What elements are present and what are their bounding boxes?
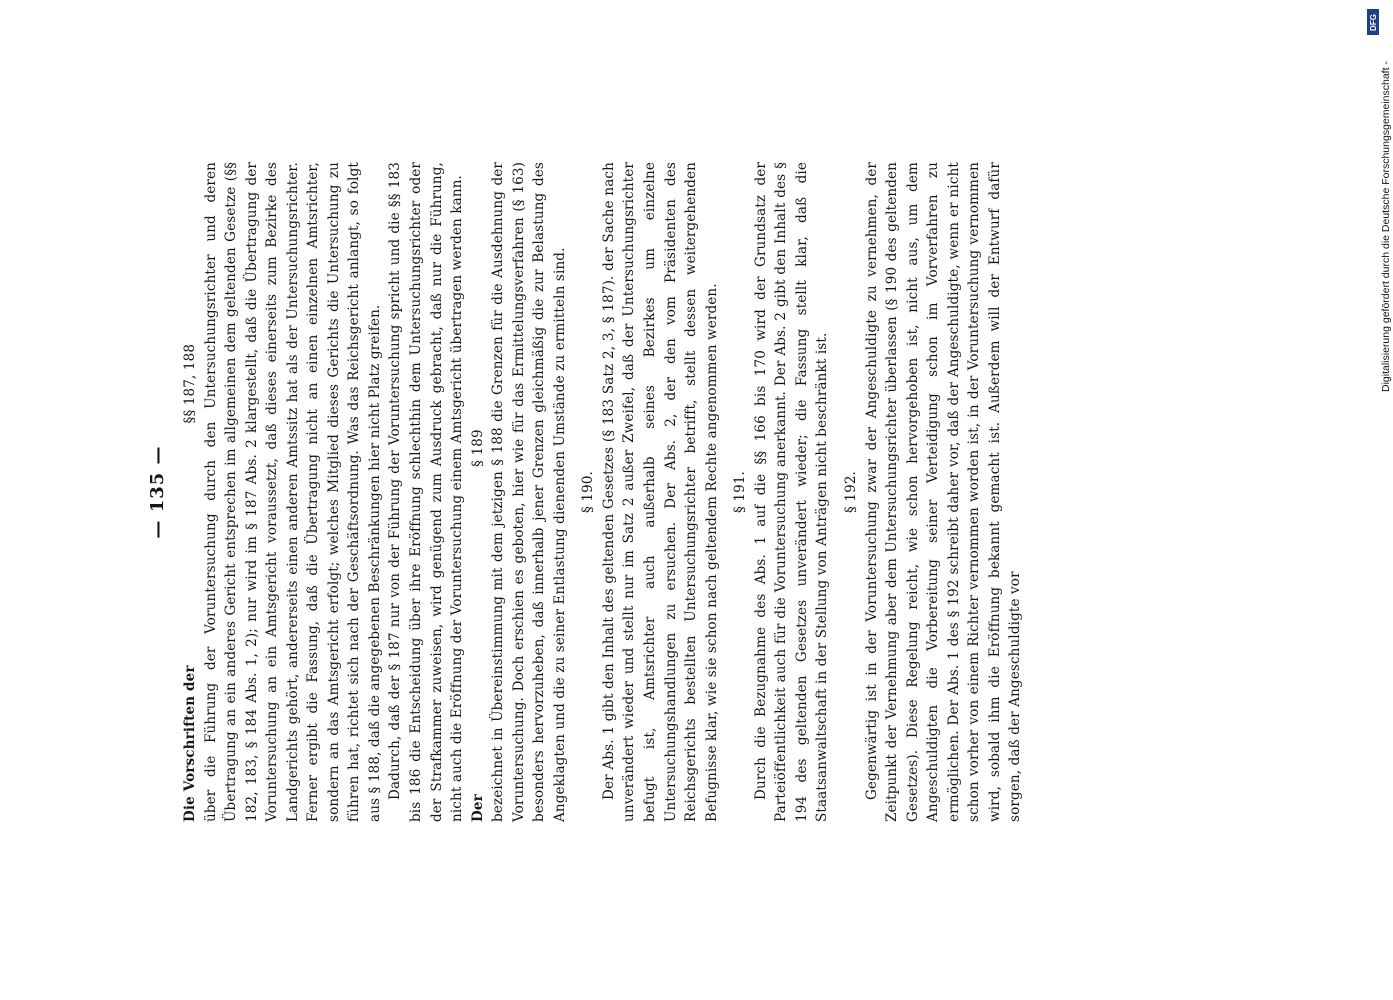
- digitization-notice: Digitalisierung gefördert durch die Deutsche Forschungsgemeinschaft -: [1380, 61, 1392, 392]
- section-189-heading-line: [468, 162, 489, 822]
- page-body: [162, 162, 1026, 822]
- paragraph-189: bezeichnet in Übereinstimmung mit dem jetzigen § 188 die Grenzen für die Ausdehnung der Voruntersuchung. Doch erschien es geboten, hier wie für das Ermittelungsverfahren (§ 163) besonders hervorzuheben, daß innerhalb jener Grenzen gleichmäßig die zur Belastung des Angeklagten und die zu seiner Entlastung dienenden Umstände zu ermitteln sind.: [490, 162, 568, 822]
- der-word: Der: [469, 794, 486, 822]
- dfg-logo-text: DFG: [1368, 13, 1378, 31]
- section-192-heading: § 192.: [842, 471, 859, 513]
- paragraph-191: Durch die Bezugnahme des Abs. 1 auf die §§ 166 bis 170 wird der Grundsatz der Parteiöffentlichkeit auch für die Voruntersuchung anerkannt. Der Abs. 2 gibt den Inhalt des § 194 des geltenden Gesetzes unverändert wieder; die Fassung stellt klar, daß die Staatsanwaltschaft in der Stellung von Anträgen nicht beschränkt ist.: [752, 162, 831, 822]
- section-189-label: § 189: [469, 429, 486, 467]
- paragraph-187-188: über die Führung der Voruntersuchung durch den Untersuchungsrichter und deren Übertragung an ein anderes Gericht entsprechen im allgemeinen dem geltenden Gesetze (§§ 182, 183, § 184 Abs. 1, 2); nur wird im § 187 Abs. 2 klargestellt, daß die Übertragung der Voruntersuchung an ein Amtsgericht voraussetzt, daß dieses einerseits zum Bezirke des Landgerichts gehört, andererseits einen anderen Amtssitz hat als der Untersuchungsrichter. Ferner ergibt die Fassung, daß die Übertragung nicht an einen einzelnen Amtsrichter, sondern an das Amtsgericht erfolgt; welches Mitglied dieses Gerichts die Untersuchung zu führen hat, richtet sich nach der Geschäftsordnung. Was das Reichsgericht anlangt, so folgt aus § 188, daß die angegebenen Beschränkungen hier nicht Platz greifen.: [202, 162, 383, 822]
- page-number-header: — 135 —: [147, 445, 168, 539]
- section-187-188-label: §§ 187, 188: [182, 343, 198, 424]
- section-191-heading: § 191.: [732, 471, 749, 513]
- rotated-page-content: [147, 162, 1057, 822]
- paragraph-192: Gegenwärtig ist in der Voruntersuchung zwar der Angeschuldigte zu vernehmen, der Zeitpunkt der Vernehmung aber dem Untersuchungsrichter überlassen (§ 190 des geltenden Gesetzes). Diese Regelung reicht, wie schon hervorgehoben ist, nicht aus, um dem Angeschuldigten die Vorbereitung seiner Verteidigung schon im Vorverfahren zu ermöglichen. Der Abs. 1 des § 192 schreibt daher vor, daß der Angeschuldigte, wenn er nicht schon vorher von einem Richter vernommen worden ist, in der Voruntersuchung vernommen wird, sobald ihm die Eröffnung bekannt gemacht ist. Außerdem will der Entwurf dafür sorgen, daß der Angeschuldigte vor: [863, 162, 1024, 822]
- paragraph-190: Der Abs. 1 gibt den Inhalt des geltenden Gesetzes (§ 183 Satz 2, 3, § 187). der Sache nach unverändert wieder und stellt nur im Satz 2 außer Zweifel, daß der Untersuchungsrichter befugt ist, Amtsrichter auch außerhalb seines Bezirkes um einzelne Untersuchungshandlungen zu ersuchen. Der Abs. 2, der den vom Präsidenten des Reichsgerichts bestellten Untersuchungsrichter betrifft, stellt dessen weitergehenden Befugnisse klar, wie sie schon nach geltendem Rechte angenommen werden.: [600, 162, 720, 822]
- section-intro-text: Die Vorschriften der: [182, 665, 198, 822]
- section-187-heading-line: [180, 162, 201, 822]
- dfg-logo: [1367, 9, 1379, 35]
- paragraph-dadurch: Dadurch, daß der § 187 nur von der Führung der Voruntersuchung spricht und die §§ 183 bis 186 die Entscheidung über ihre Eröffnung schlechthin dem Untersuchungsrichter oder der Strafkammer zuweisen, wird genügend zum Ausdruck gebracht, daß nur die Führung, nicht auch die Eröffnung der Voruntersuchung einem Amtsgericht übertragen werden kann.: [387, 162, 466, 822]
- section-190-heading: § 190.: [580, 471, 597, 513]
